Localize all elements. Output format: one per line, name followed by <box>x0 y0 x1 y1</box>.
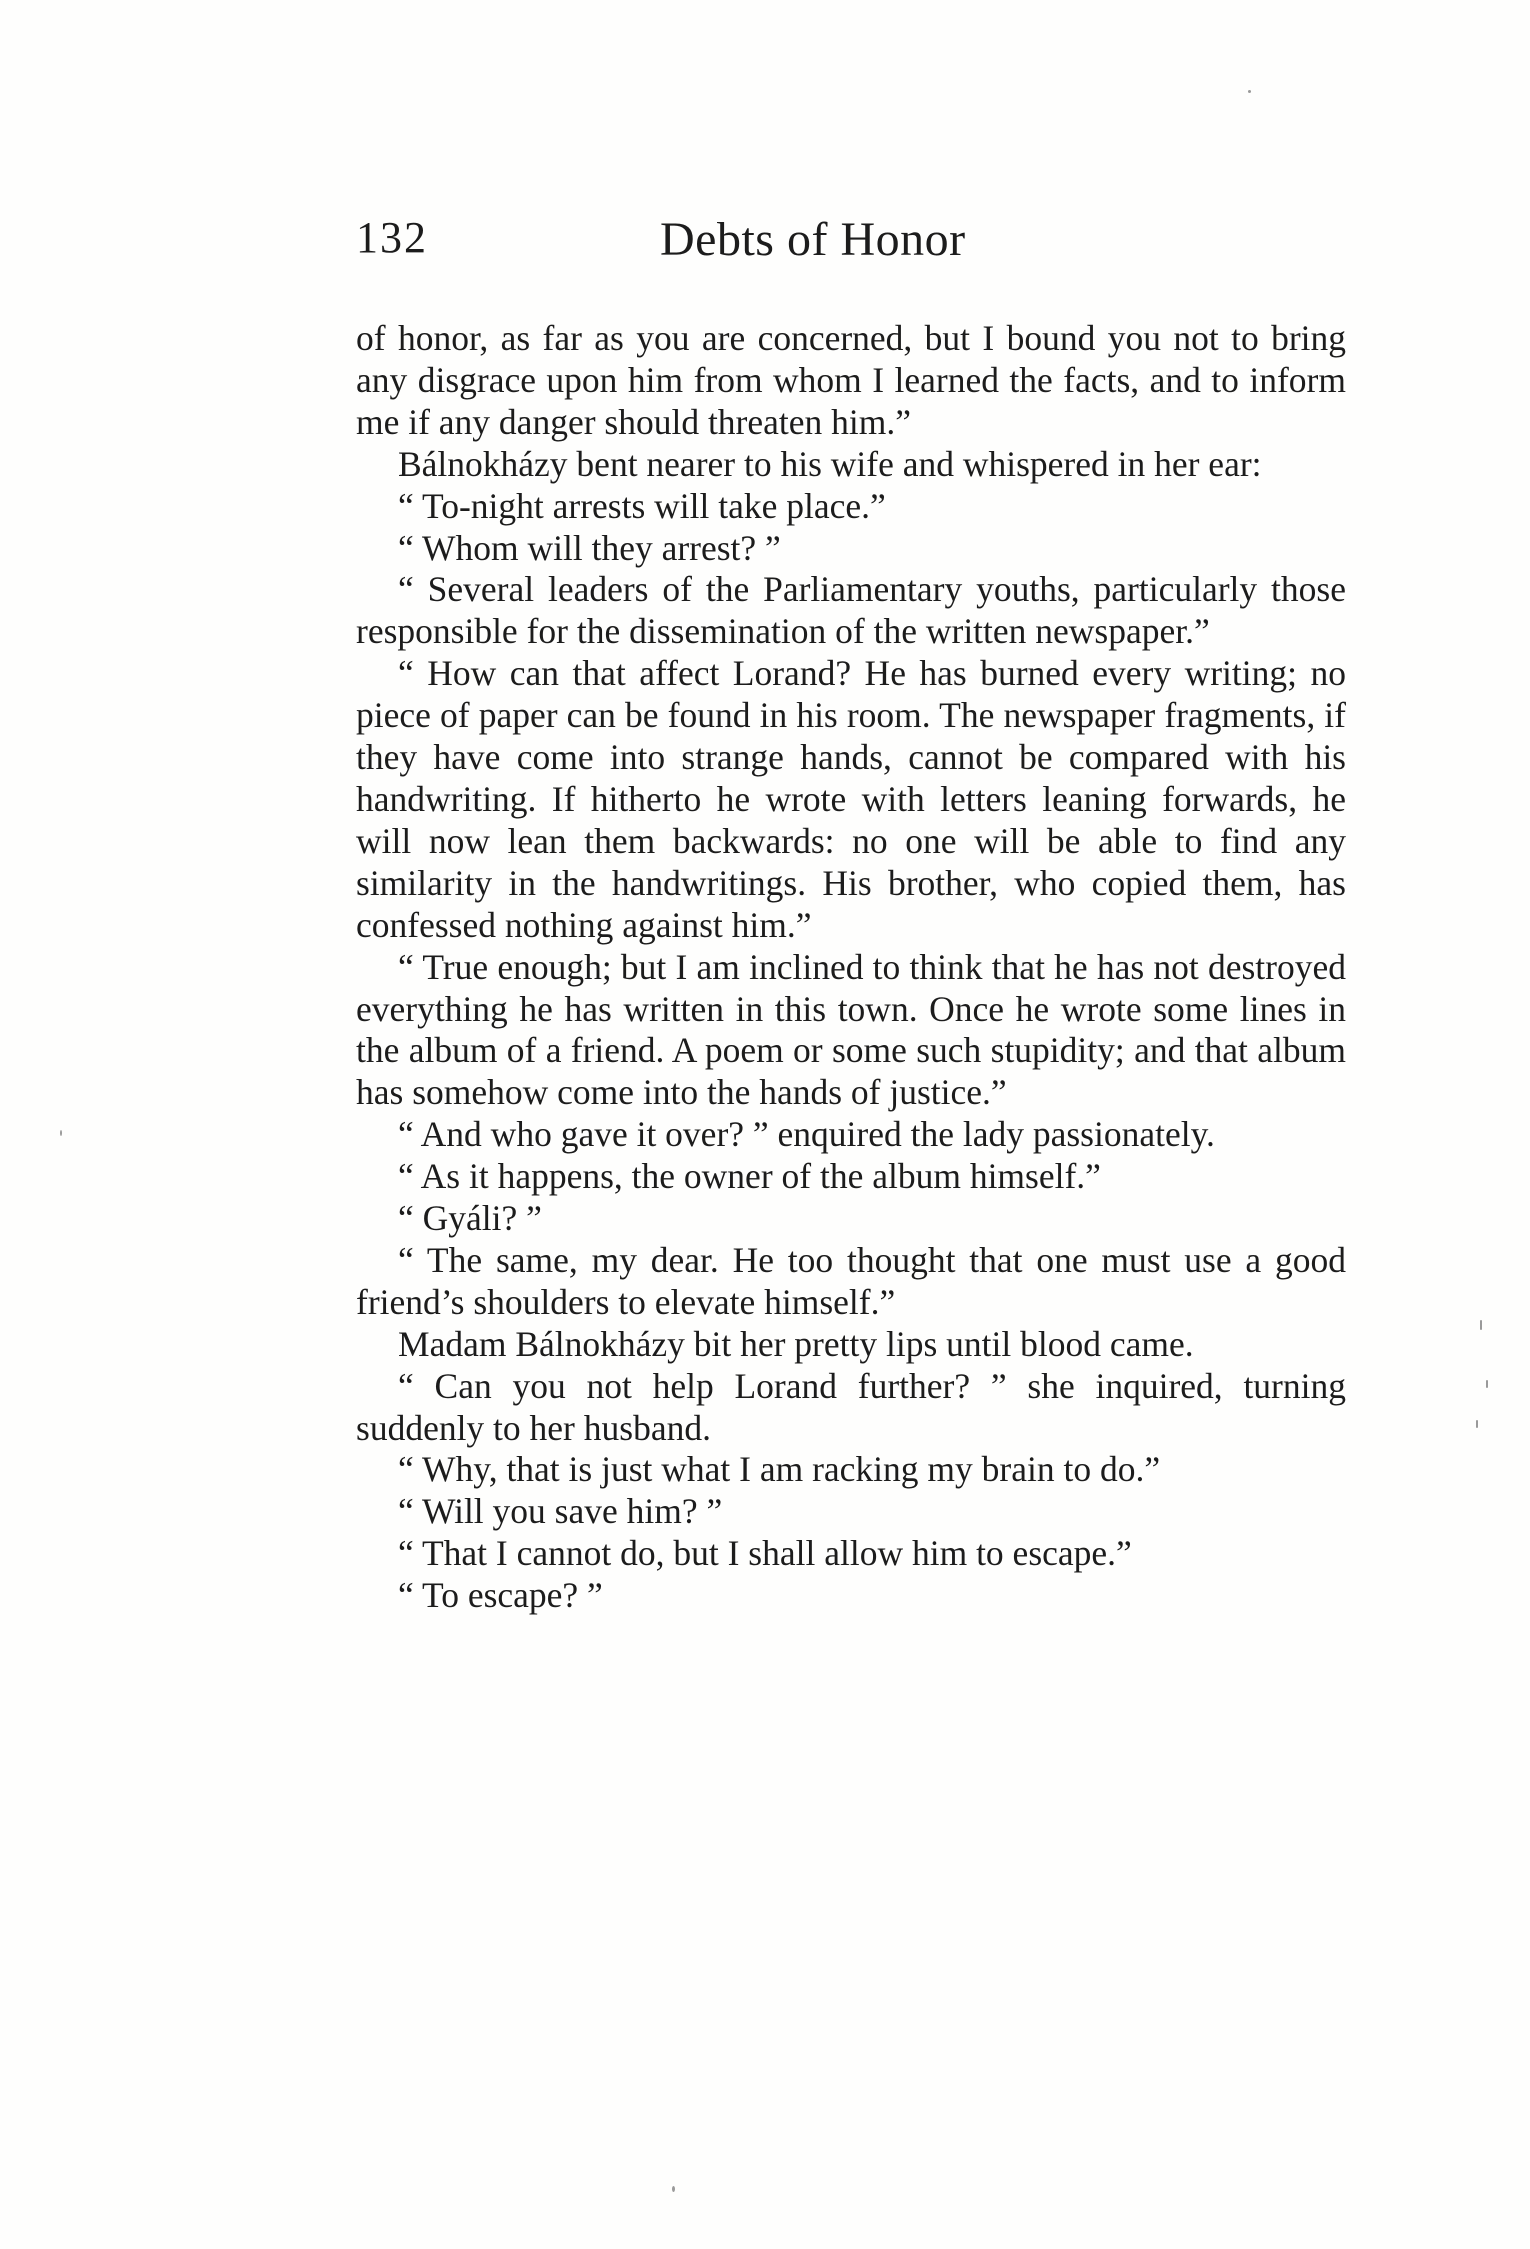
running-head <box>356 212 1346 282</box>
paragraph: “ The same, my dear. He too thought that one must use a good friend’s shoulders to elevate himself.” <box>356 1239 1346 1322</box>
paragraph: of honor, as far as you are concerned, but I bound you not to bring any disgrace upon him from whom I learned the facts, and to inform me if any danger should threaten him.” <box>356 318 1346 442</box>
paragraph: “ Can you not help Lorand further? ” she inquired, turning suddenly to her husband. <box>356 1365 1346 1448</box>
paragraph: “ As it happens, the owner of the album himself.” <box>398 1156 1101 1197</box>
paper-speck <box>1476 1420 1478 1428</box>
paragraph: “ That I cannot do, but I shall allow him to escape.” <box>398 1533 1132 1574</box>
paragraph: “ To escape? ” <box>398 1575 603 1616</box>
paragraph: Madam Bálnokházy bit her pretty lips until blood came. <box>398 1323 1194 1364</box>
paragraph: “ Why, that is just what I am racking my brain to do.” <box>398 1449 1161 1490</box>
paper-speck <box>1248 90 1251 93</box>
paragraph: “ Will you save him? ” <box>398 1491 723 1532</box>
page-number: 132 <box>356 213 428 262</box>
paper-speck <box>1486 1380 1488 1388</box>
running-title: Debts of Honor <box>660 213 966 266</box>
paper-speck <box>60 1130 62 1136</box>
paragraph: “ And who gave it over? ” enquired the lady passionately. <box>398 1114 1215 1155</box>
paragraph: “ Several leaders of the Parliamentary youths, particularly those responsible for the dissemination of the written newspaper.” <box>356 569 1346 652</box>
paragraph: “ True enough; but I am inclined to think that he has not destroyed everything he has written in this town. Once he wrote some lines in the album of a friend. A poem or some such stupidity; and that album has somehow come into the hands of justice.” <box>356 946 1346 1113</box>
body-text <box>356 318 1346 1617</box>
paper-speck <box>672 2186 675 2192</box>
paragraph: “ Gyáli? ” <box>398 1198 542 1239</box>
paragraph: “ Whom will they arrest? ” <box>398 527 781 568</box>
paragraph: “ How can that affect Lorand? He has burned every writing; no piece of paper can be found in his room. The newspaper fragments, if they have come into strange hands, cannot be compared with his handwriting. If hitherto he wrote with letters leaning forwards, he will now lean them backwards: no one will be able to find any similarity in the handwritings. His brother, who copied them, has confessed nothing against him.” <box>356 653 1346 945</box>
paragraph: “ To-night arrests will take place.” <box>398 485 886 526</box>
paragraph: Bálnokházy bent nearer to his wife and whispered in her ear: <box>398 443 1262 484</box>
paper-speck <box>1480 1320 1482 1330</box>
